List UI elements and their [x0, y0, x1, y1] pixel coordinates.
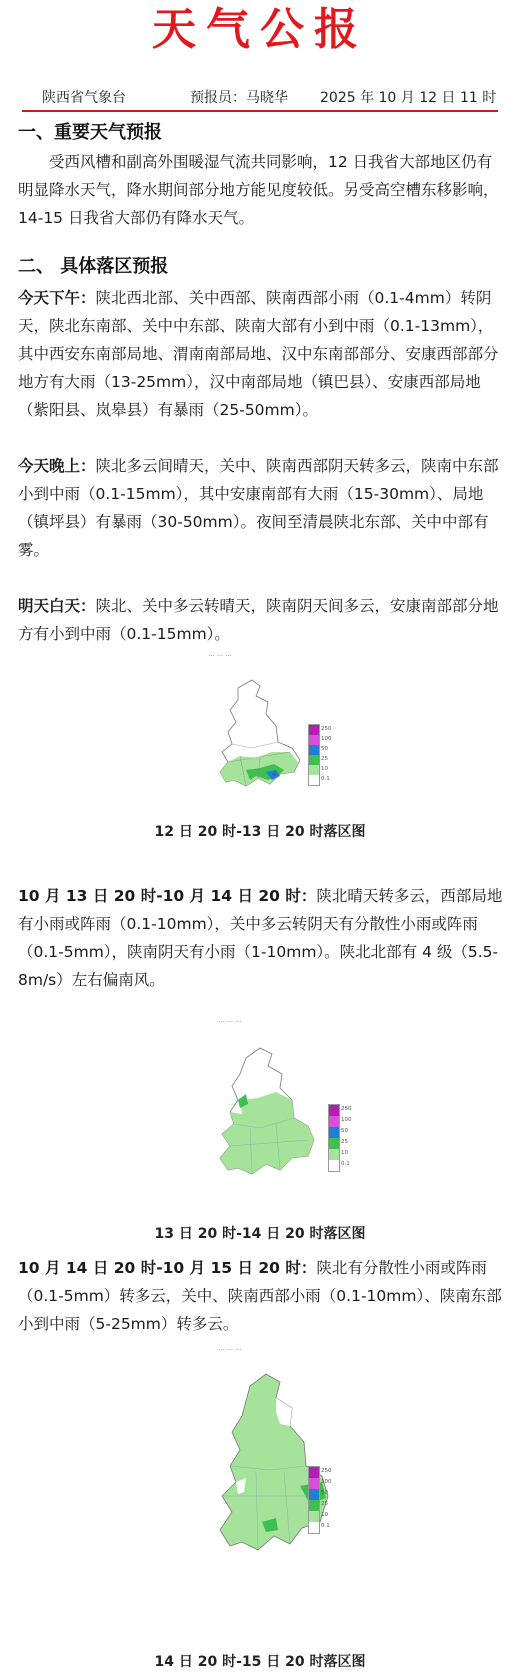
bulletin-header	[22, 88, 498, 112]
forecast-13-14	[18, 882, 504, 994]
legend-label: 0.1	[321, 776, 330, 782]
period-label: 10 月 13 日 20 时-10 月 14 日 20 时：	[18, 887, 317, 905]
legend-label: 50	[341, 1128, 348, 1134]
issue-datetime: 2025 年 10 月 12 日 11 时	[320, 90, 497, 106]
bulletin-title: 天气公报	[152, 4, 368, 55]
period-text: 陕北西北部、关中西部、陕南西部小雨（0.1-4mm）转阴天，陕北东南部、关中中东部、陕南大部有小到中雨（0.1-13mm），其中西安东南部局地、渭南南部局地、汉中东南部部分、安康西部部分地方有大雨（13-25mm），汉中南部局地（镇巴县）、安康西部局地（紫阳县、岚皋县）有暴雨（25-50mm）。	[18, 289, 499, 419]
section-heading-detail: 二、 具体落区预报	[18, 256, 169, 277]
legend-label: 100	[321, 736, 332, 742]
legend-label: 25	[321, 756, 328, 762]
forecast-tomorrow-day	[18, 592, 504, 648]
section-heading-important: 一、重要天气预报	[18, 122, 162, 143]
period-label: 明天白天：	[18, 597, 96, 615]
forecast-14-15	[18, 1254, 504, 1338]
period-label: 今天下午：	[18, 289, 96, 307]
agency-name: 陕西省气象台	[42, 90, 126, 106]
period-label: 今天晚上：	[18, 457, 96, 475]
legend-label: 250	[321, 1468, 332, 1474]
forecaster-name: 预报员：马晓华	[190, 90, 288, 106]
rainfall-map-1	[180, 652, 340, 812]
map-header-text: ··· ··· ···	[218, 1018, 242, 1026]
legend-label: 10	[341, 1150, 348, 1156]
legend-label: 50	[321, 746, 328, 752]
forecast-this-afternoon	[18, 284, 504, 424]
shaanxi-map-3	[180, 1346, 360, 1636]
legend-label: 25	[341, 1139, 348, 1145]
legend-label: 10	[321, 1512, 328, 1518]
legend-bar	[308, 724, 320, 786]
rainfall-map-3	[180, 1346, 360, 1636]
legend-label: 0.1	[341, 1161, 350, 1167]
period-text: 陕北有分散性小雨或阵雨（0.1-5mm）转多云，关中、陕南西部小雨（0.1-10mm）、陕南东部小到中雨（5-25mm）转多云。	[18, 1259, 502, 1333]
legend-label: 100	[341, 1117, 352, 1123]
legend-label: 50	[321, 1490, 328, 1496]
legend-label: 0.1	[321, 1523, 330, 1529]
legend-label: 100	[321, 1479, 332, 1485]
legend-label: 25	[321, 1501, 328, 1507]
rain-area-light	[220, 1092, 314, 1174]
forecast-tonight	[18, 452, 504, 564]
legend-label: 250	[341, 1106, 352, 1112]
legend-label: 10	[321, 766, 328, 772]
legend-label: 250	[321, 726, 332, 732]
map-caption-1: 12 日 20 时-13 日 20 时落区图	[154, 824, 366, 840]
period-text: 陕北晴天转多云，西部局地有小雨或阵雨（0.1-10mm），关中多云转阴天有分散性小雨或阵雨（0.1-5mm），陕南阴天有小雨（1-10mm）。陕北北部有 4 级（5.5-8m/s）左右偏南风。	[18, 887, 503, 989]
period-text: 陕北、关中多云转晴天，陕南阴天间多云，安康南部部分地方有小到中雨（0.1-15mm）。	[18, 597, 499, 643]
map-caption-3: 14 日 20 时-15 日 20 时落区图	[154, 1654, 366, 1670]
legend-bar	[308, 1466, 320, 1534]
period-label: 10 月 14 日 20 时-10 月 15 日 20 时：	[18, 1259, 317, 1277]
map-header-text: ··· ··· ···	[218, 1346, 242, 1354]
period-text: 陕北多云间晴天，关中、陕南西部阴天转多云，陕南中东部小到中雨（0.1-15mm），其中安康南部有大雨（15-30mm）、局地（镇坪县）有暴雨（30-50mm）。夜间至清晨陕北东部、关中中部有雾。	[18, 457, 499, 559]
important-weather-text: 受西风槽和副高外围暖湿气流共同影响，12 日我省大部地区仍有明显降水天气，降水期间部分地方能见度较低。另受高空槽东移影响，14-15 日我省大部仍有降水天气。	[18, 153, 499, 227]
rainfall-map-2	[180, 1018, 360, 1218]
legend-bar	[328, 1104, 340, 1172]
map-caption-2: 13 日 20 时-14 日 20 时落区图	[154, 1226, 366, 1242]
map-header-text: ··· ··· ···	[208, 652, 232, 660]
